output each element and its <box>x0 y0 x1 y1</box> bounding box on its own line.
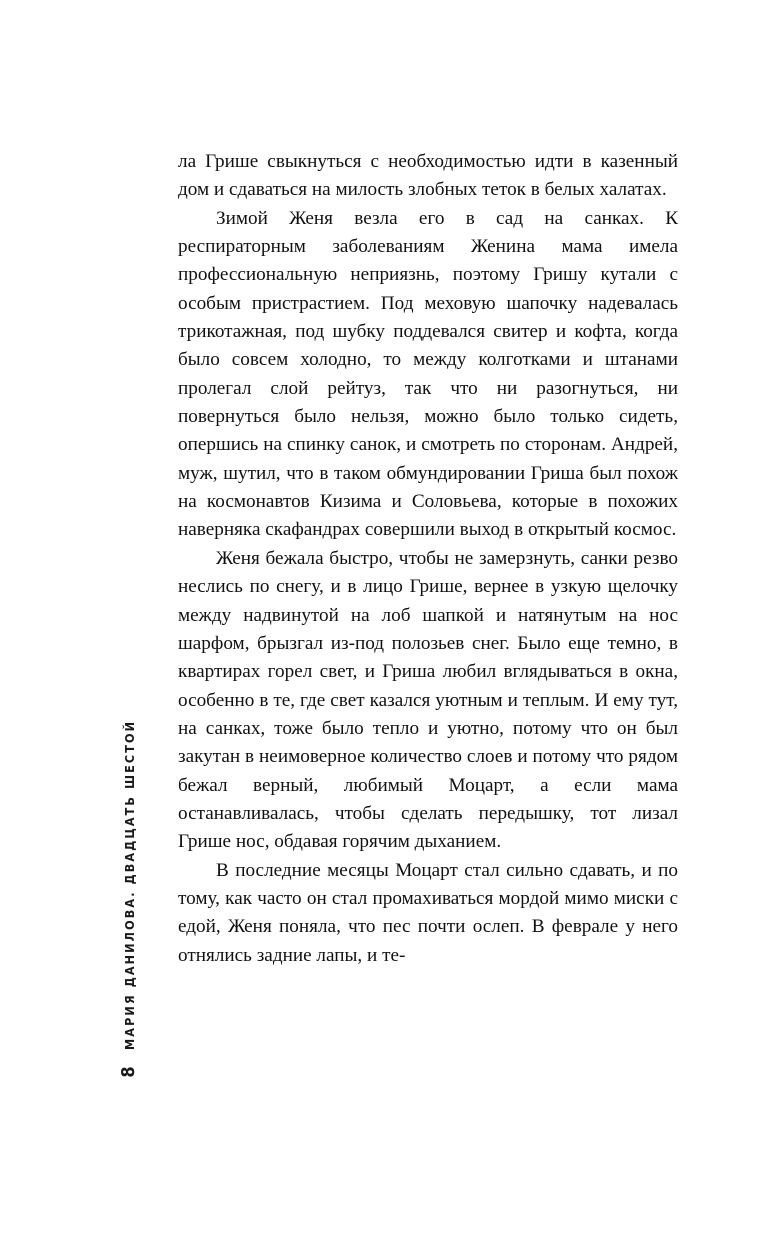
paragraph: Женя бежала быстро, чтобы не замерзнуть, санки резво неслись по снегу, и в лицо Грише, вернее в узкую щелочку между надвинутой на лоб шапкой и натянутым на нос шарфом, брызгал из-под полозьев снег. Было еще темно, в квартирах горел свет, и Гриша любил вглядываться в окна, особенно в те, где свет казался уютным и теплым. И ему тут, на санках, тоже было тепло и уютно, потому что он был закутан в неимоверное количество слоев и потому что рядом бежал верный, любимый Моцарт, а если мама останавливалась, чтобы сделать передышку, тот лизал Грише нос, обдавая горячим дыханием. <box>178 547 678 853</box>
paragraph: Зимой Женя везла его в сад на санках. К респираторным заболеваниям Женина мама имела профессиональную неприязнь, поэтому Гришу кутали с особым пристрастием. Под меховую шапочку надевалась трикотажная, под шубку поддевался свитер и кофта, когда было совсем холодно, то между колготками и штанами пролегал слой рейтуз, так что ни разогнуться, ни повернуться было нельзя, можно было только сидеть, опершись на спинку санок, и смотреть по сторонам. Андрей, муж, шутил, что в таком обмундировании Гриша был похож на космонавтов Кизима и Соловьева, которые в похожих наверняка скафандрах совершили выход в открытый космос. <box>178 207 678 541</box>
paragraph: В последние месяцы Моцарт стал сильно сдавать, и по тому, как часто он стал промахиваться мордой мимо миски с едой, Женя поняла, что пес почти ослеп. В феврале у него отнялись задние лапы, и те- <box>178 859 678 966</box>
left-margin <box>0 0 170 1240</box>
text-column <box>178 148 678 970</box>
paragraph: ла Грише свыкнуться с необходимостью идти в казенный дом и сдаваться на милость злобных теток в белых халатах. <box>178 151 678 201</box>
page-number: 8 <box>118 1066 139 1078</box>
running-head: МАРИЯ ДАНИЛОВА. ДВАДЦАТЬ ШЕСТОЙ <box>122 719 137 1050</box>
